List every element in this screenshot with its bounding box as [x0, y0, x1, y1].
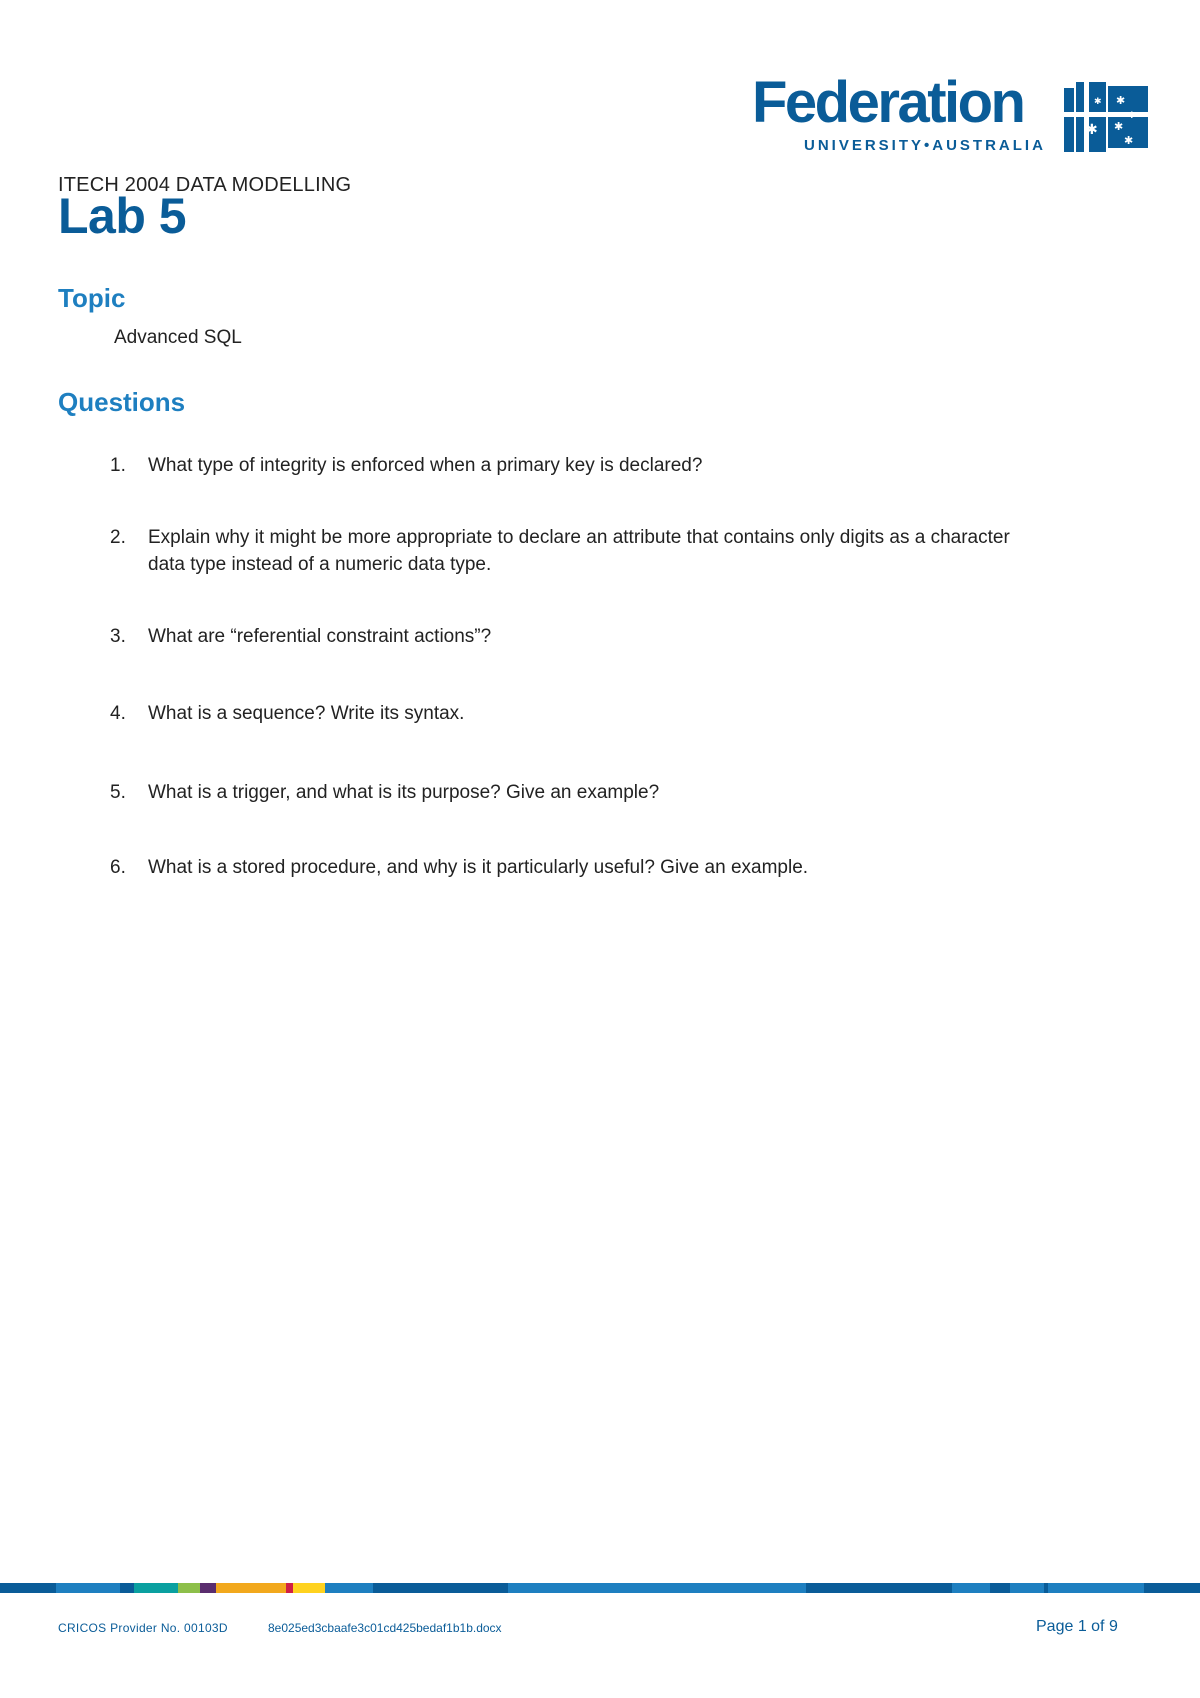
question-text: What is a sequence? Write its syntax. [148, 703, 465, 724]
logo-wordmark: Federation [752, 70, 1024, 135]
topic-text: Advanced SQL [114, 327, 242, 348]
footer-color-bar [0, 1583, 1200, 1593]
question-number: 3. [110, 626, 126, 647]
page-number: Page 1 of 9 [1036, 1618, 1118, 1635]
svg-text:✱: ✱ [1094, 97, 1102, 107]
question-item [110, 452, 1010, 479]
topic-heading: Topic [58, 283, 126, 313]
footer-cricos: CRICOS Provider No. 00103D [58, 1621, 228, 1635]
federation-university-logo [752, 70, 1148, 160]
question-text: What are “referential constraint actions”? [148, 626, 492, 647]
svg-text:✱: ✱ [1114, 120, 1124, 133]
svg-text:✱: ✱ [1128, 111, 1136, 121]
question-number: 4. [110, 703, 126, 724]
flag-icon [1064, 82, 1148, 154]
question-number: 6. [110, 857, 126, 878]
question-item [110, 779, 1010, 806]
svg-text:✱: ✱ [1116, 94, 1126, 107]
logo-subtitle: UNIVERSITY•AUSTRALIA [804, 137, 1046, 154]
course-title: ITECH 2004 DATA MODELLING [58, 174, 352, 196]
footer-filename: 8e025ed3cbaafe3c01cd425bedaf1b1b.docx [268, 1621, 502, 1635]
question-text: What is a trigger, and what is its purpose? Give an example? [148, 782, 660, 803]
svg-text:✱: ✱ [1124, 134, 1134, 147]
questions-heading: Questions [58, 387, 186, 417]
question-text: What type of integrity is enforced when a primary key is declared? [148, 455, 703, 476]
question-number: 5. [110, 782, 126, 803]
question-item [110, 700, 1010, 727]
question-number: 1. [110, 455, 126, 476]
question-text: What is a stored procedure, and why is it particularly useful? Give an example. [148, 857, 809, 878]
question-number: 2. [110, 527, 126, 548]
question-item [110, 524, 1010, 578]
svg-text:✱: ✱ [1086, 122, 1098, 138]
question-text: Explain why it might be more appropriate to declare an attribute that contains only digits as a character data type instead of a numeric data type. [148, 527, 1010, 575]
lab-title: Lab 5 [58, 188, 187, 244]
question-item [110, 854, 1010, 881]
question-item [110, 623, 1010, 650]
